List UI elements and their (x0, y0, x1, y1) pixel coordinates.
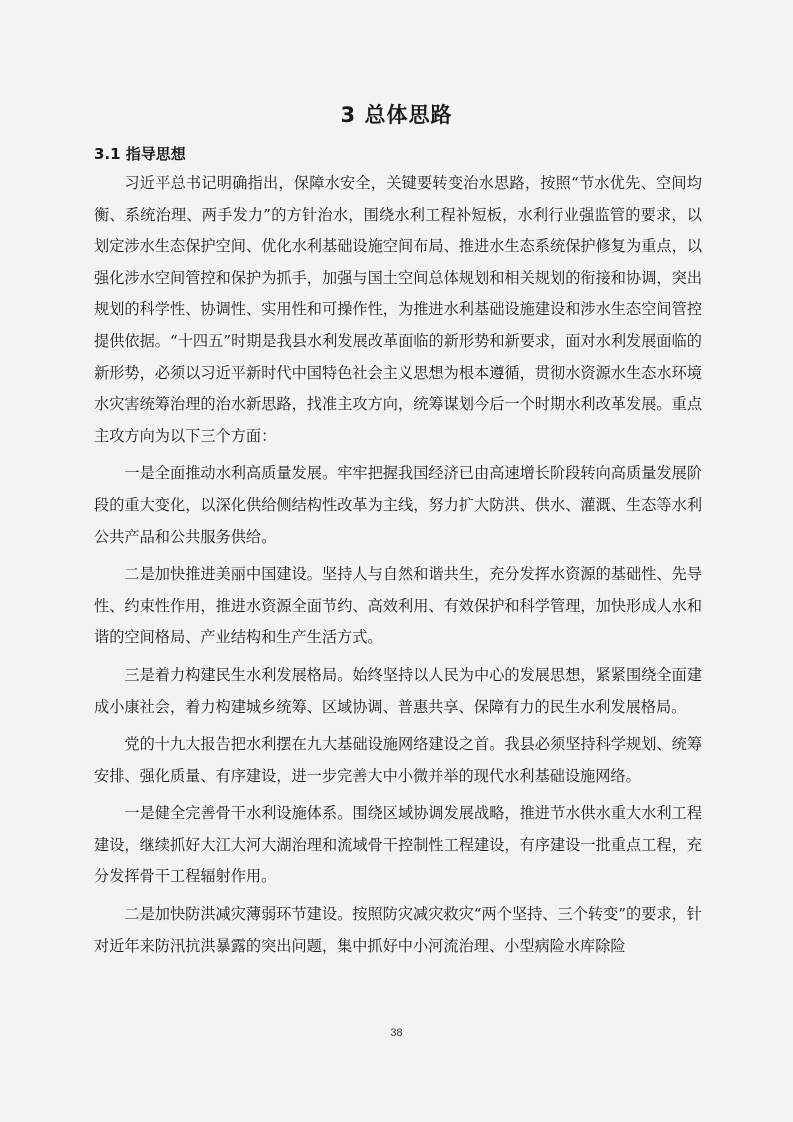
paragraph: 党的十九大报告把水利摆在九大基础设施网络建设之首。我县必须坚持科学规划、统筹安排、强化质量、有序建设，进一步完善大中小微并举的现代水利基础设施网络。 (94, 735, 702, 785)
paragraph: 习近平总书记明确指出，保障水安全，关键要转变治水思路，按照“节水优先、空间均衡、系统治理、两手发力”的方针治水，围绕水利工程补短板，水利行业强监管的要求，以划定涉水生态保护空间、优化水利基础设施空间布局、推进水生态系统保护修复为重点，以强化涉水空间管控和保护为抓手，加强与国土空间总体规划和相关规划的衔接和协调，突出规划的科学性、协调性、实用性和可操作性，为推进水利基础设施建设和涉水生态空间管控提供依据。“十四五”时期是我县水利发展改革面临的新形势和新要求，面对水利发展面临的新形势，必须以习近平新时代中国特色社会主义思想为根本遵循，贯彻水资源水生态水环境水灾害统筹治理的治水新思路，找准主攻方向，统筹谋划今后一个时期水利改革发展。重点主攻方向为以下三个方面： (94, 174, 702, 445)
section-heading: 3.1 指导思想 (94, 145, 186, 163)
paragraph: 二是加快防洪减灾薄弱环节建设。按照防灾减灾救灾“两个坚持、三个转变”的要求，针对近年来防汛抗洪暴露的突出问题，集中抓好中小河流治理、小型病险水库除险 (94, 905, 702, 955)
paragraph: 二是加快推进美丽中国建设。坚持人与自然和谐共生，充分发挥水资源的基础性、先导性、约束性作用，推进水资源全面节约、高效利用、有效保护和科学管理，加快形成人水和谐的空间格局、产业结构和生产生活方式。 (94, 565, 702, 647)
page-number: 38 (390, 1027, 403, 1039)
chapter-title: 3 总体思路 (340, 103, 453, 127)
paragraph: 三是着力构建民生水利发展格局。始终坚持以人民为中心的发展思想，紧紧围绕全面建成小康社会，着力构建城乡统筹、区域协调、普惠共享、保障有力的民生水利发展格局。 (94, 665, 702, 716)
paragraph: 一是健全完善骨干水利设施体系。围绕区域协调发展战略，推进节水供水重大水利工程建设，继续抓好大江大河大湖治理和流域骨干控制性工程建设，有序建设一批重点工程，充分发挥骨干工程辐射作用。 (94, 804, 702, 886)
paragraph: 一是全面推动水利高质量发展。牢牢把握我国经济已由高速增长阶段转向高质量发展阶段的重大变化，以深化供给侧结构性改革为主线，努力扩大防洪、供水、灌溉、生态等水利公共产品和公共服务供给。 (94, 464, 702, 546)
body-text (94, 168, 702, 968)
